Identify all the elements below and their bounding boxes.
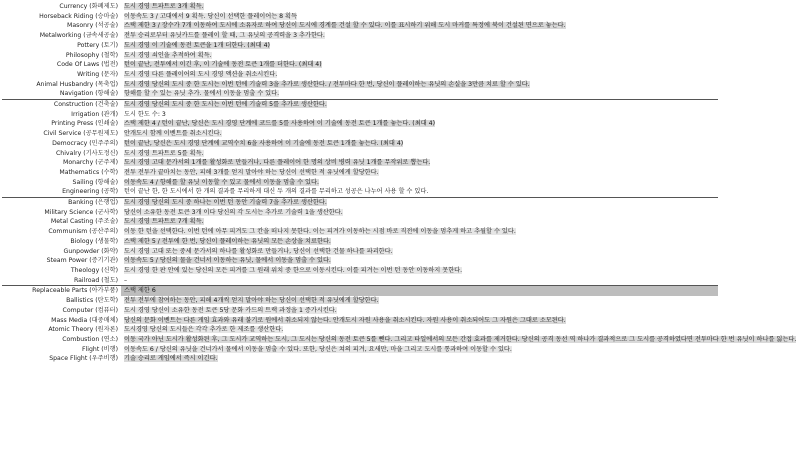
tech-effect-text: 기술 승리로 게임에서 즉시 이긴다. <box>124 355 218 363</box>
table-row <box>2 158 718 168</box>
tech-name-cell: Engineering (공학) <box>62 188 118 196</box>
tech-effect-text: 도시 경영 당신의 도시 중 한 도시는 이번 턴에 기술력 5를 추가로 생산한다. <box>124 101 327 109</box>
tech-effect-text: 이동속도 3 / 고대에서 9 획득. 당신이 선택한 플레이어는 8 획득 <box>124 12 298 20</box>
tech-name-cell: Writing (문자) <box>77 70 118 78</box>
tech-name-cell: Mass Media (대중매체) <box>51 316 118 324</box>
tech-effect-text: 스택 제한 5 / 전투에 한 번, 당신이 플레이하는 유닛의 모든 손상을 치료한다. <box>124 237 331 245</box>
tech-effect-text: 도시 경영 쇠인을 추적하여 획득. <box>124 51 212 59</box>
tech-effect-cell <box>121 80 718 90</box>
tech-effect-text: 당신이 소유한 동전 토큰 3개 이다 당신의 각 도시는 추가로 기술력 1을 생산한다. <box>124 208 343 216</box>
tech-effect-text: 스택 제한 3 / 장수가 7개 이동하여 도시에 소유자로 하여 당신이 도시에 경계를 건설 할 수 있다. 이를 표시하기 위해 도시 마커를 특정에 북이 건설된 면으로 놓는다. <box>124 22 566 30</box>
table-row <box>2 198 718 208</box>
table-row <box>2 168 718 178</box>
tech-effect-text: 도시 경영 고대 또는 중세 문가서의 하나를 활성화로 만들거나, 당신이 선택한 건물 하나를 파괴한다. <box>124 247 393 255</box>
tech-effect-text: 도시 경영 당신이 소유한 동전 토큰 5당 문화 카드의 트랙 과정을 1 증가시킨다. <box>124 306 337 314</box>
tech-effect-cell <box>121 51 718 61</box>
table-row <box>2 51 718 61</box>
tech-effect-cell <box>121 139 718 149</box>
table-row <box>2 149 718 159</box>
tech-name-cell: Railroad (철도) <box>73 276 118 284</box>
tech-effect-cell <box>121 129 718 139</box>
table-row <box>2 119 718 129</box>
tech-name-cell: Printing Press (인쇄술) <box>51 120 118 128</box>
table-row <box>2 100 718 110</box>
tech-name-cell: Monarchy (군주제) <box>63 159 118 167</box>
tech-effect-cell <box>121 158 718 168</box>
tech-name-cell: Gunpowder (화약) <box>63 247 118 255</box>
tech-effect-cell <box>121 237 718 247</box>
table-row <box>2 178 718 188</box>
tech-name-cell: Democracy (민주주의) <box>52 139 118 147</box>
table-row <box>2 41 718 51</box>
tech-effect-cell <box>121 256 718 266</box>
tech-name-cell: Sailing (항해술) <box>72 178 118 186</box>
tech-effect-cell <box>121 149 718 159</box>
tech-name-cell: Biology (생물학) <box>70 237 118 245</box>
table-row <box>2 266 718 276</box>
tech-name-cell: Banking (은행업) <box>2 198 121 208</box>
tech-effect-text: 이동속도 6 / 당신의 유닛을 건너가서 물에서 이동을 멈출 수 있다. 또한, 당신은 쳐의 피겨, 요새만, 마을 그리고 도시를 통과하여 이동할 수 있다. <box>124 345 512 353</box>
table-row <box>2 12 718 22</box>
tech-effect-text: 도시 경영 트파트로 5를 획득. <box>124 149 204 157</box>
tech-name-cell: Military Science (군사학) <box>44 208 118 216</box>
tech-name-cell: Space Flight (우주비행) <box>49 355 118 363</box>
tech-effect-cell <box>121 208 718 218</box>
tech-name-cell: Metalworking (금속세공술) <box>39 32 118 40</box>
tech-effect-cell <box>121 70 718 80</box>
tech-name-cell: Flight (비행) <box>81 345 118 353</box>
table-row <box>2 187 718 197</box>
tech-effect-text: 도시 경영 한 판 안에 있는 당신의 모든 피겨를 그 원래 위치 중 한으로 이동시킨다. 이를 피겨는 이번 턴 동안 이동하지 못한다. <box>124 266 463 274</box>
tech-name-cell: Animal Husbandry (목축업) <box>36 80 118 88</box>
tech-name-cell: Civil Service (공무원제도) <box>43 130 118 138</box>
tech-effect-cell <box>121 247 718 257</box>
tech-effect-text: 도시경영 당신의 도시들은 각각 추가로 한 제조를 생산한다. <box>124 326 284 334</box>
table-row <box>2 286 718 296</box>
table-row <box>2 70 718 80</box>
tech-effect-cell <box>121 227 718 237</box>
tech-effect-text: 이동속도 4 / 항해를 할 유닛 이동할 수 있고 물에서 이동을 멈출 수 있다. <box>124 178 319 186</box>
tech-name-cell: Steam Power (증기기관) <box>46 257 118 265</box>
table-row <box>2 276 718 286</box>
tech-effect-cell <box>121 354 718 364</box>
tech-effect-text: 도시 경영 당신의 도시 중 하나는 이번 턴 동안 기술력 7을 추가로 생산한다. <box>124 199 327 207</box>
tech-name-cell: Navigation (항해술) <box>59 90 118 98</box>
table-row <box>2 325 718 335</box>
table-row <box>2 139 718 149</box>
tech-name-cell: Construction (건축술) <box>2 100 121 110</box>
tech-effect-text: 턴이 끝난 한, 한 도시에서 한 개의 결과를 무리하게 대신 두 개의 결과를 무리하고 성공은 나누어 사용 할 수 있다. <box>124 188 429 196</box>
tech-effect-text: 도시 경영 트파트로 7개 획득. <box>124 218 204 226</box>
tech-name-cell: Currency (화폐제도) <box>59 3 118 10</box>
table-row <box>2 208 718 218</box>
tech-effect-cell <box>121 306 718 316</box>
tech-name-cell: Irrigation (관개) <box>71 110 118 118</box>
tech-name-cell: Ballistics (탄도학) <box>66 297 118 305</box>
tech-effect-cell <box>121 187 718 197</box>
tech-name-cell: Philosophy (철학) <box>65 51 118 59</box>
table-row <box>2 354 718 364</box>
tech-effect-cell <box>121 31 718 41</box>
tech-effect-cell <box>121 217 718 227</box>
tech-name-cell: Code Of Laws (법전) <box>56 61 118 69</box>
tech-name-cell: Mathematics (수학) <box>59 168 118 176</box>
tech-name-cell: Horseback Riding (승마술) <box>39 12 118 20</box>
tech-effect-cell <box>121 316 718 326</box>
tech-effect-text: 당신의 문화 이벤트는 다른 게임 효과와 유래 불기로 원에서 취소되지 않는다. 안개도시 자원 사용을 취소시킨다. 자원 사용이 취소되어도 그 자원은 그대로 소모된다. <box>124 316 566 324</box>
table-row <box>2 21 718 31</box>
tech-effect-cell <box>121 2 718 12</box>
tech-effect-text: 도시 한도 수: 3 <box>124 110 166 118</box>
tech-effect-cell <box>121 266 718 276</box>
tech-effect-text: 도시 경영 다른 플레이어의 도시 경영 액션을 취소시킨다. <box>124 70 278 78</box>
table-row <box>2 31 718 41</box>
table-row <box>2 129 718 139</box>
tech-effect-cell <box>121 100 718 110</box>
tech-name-cell: Atomic Theory (원자론) <box>48 326 118 334</box>
tech-name-cell: Computer (컴퓨터) <box>62 306 118 314</box>
tech-effect-text: – <box>124 276 128 284</box>
tech-effect-text: 전투 승리로부터 유닛카드를 플레이 할 때, 그 유닛의 공격력을 3 추가한다. <box>124 32 325 40</box>
tech-effect-cell <box>121 21 718 31</box>
tech-effect-cell <box>121 89 718 99</box>
tech-name-cell: Replaceable Parts (아가부품) <box>2 286 121 296</box>
table-row <box>2 316 718 326</box>
tech-name-cell: Theology (신학) <box>70 266 118 274</box>
tech-effect-text: 이동속도 5 / 당신의 물을 건너서 이동하는 유닛, 물에서 이동을 멈출 수 있다. <box>124 257 331 265</box>
tech-effect-text: 전투 전투가 끝마치는 동안, 피해 3개를 얻지 말아야 하는 당신이 선택한 적 유닛에게 할당한다. <box>124 168 379 176</box>
tech-effect-cell <box>121 296 718 306</box>
table-row <box>2 60 718 70</box>
tech-name-cell: Chivalry (기사도정신) <box>55 149 118 157</box>
table-row <box>2 217 718 227</box>
tech-effect-cell <box>121 119 718 129</box>
tech-effect-text: 도시 경영 이 기술에 동전 토큰을 1개 더한다. (최대 4) <box>124 41 270 49</box>
tech-effect-text: 이동 국가 아닌 도시가 활성화된 후, 그 도시가 교역하는 도시, 그 도시는 당신의 동전 토큰 5를 뺀다. 그리고 타일에서의 모든 간접 효과를 제거한다. 당신의 공격 동선 역 하나가 결과적으로 그 도시를 공격하였다면 전투마다 한 번 유닛이 하나를 잃는다. <box>124 335 796 343</box>
tech-table <box>2 2 796 364</box>
table-row <box>2 256 718 266</box>
tech-effect-text: 스택 제한 6 <box>124 287 156 295</box>
tech-effect-cell <box>121 335 796 345</box>
tech-effect-text: 도시 경영 당신의 도시 중 한 도시는 이번 턴에 기술력 3을 추가로 생산한다. / 전투마다 한 번, 당신이 플레이하는 유닛의 손실을 3만큼 치료 할 수 있다. <box>124 80 530 88</box>
tech-effect-cell <box>121 198 718 208</box>
tech-effect-text: 스택 제한 4 / 턴이 끝난, 당신은 도시 경영 단계에 코드를 5를 사용하여 이 기술에 동전 토큰 1개를 놓는다. (최대 4) <box>124 120 435 128</box>
tech-effect-text: 턴이 끝난, 당신은 도시 경영 단계에 교역수치 6을 사용하여 이 기술에 동전 토큰 1개를 놓는다. (최대 4) <box>124 139 404 147</box>
tech-reference-document <box>0 2 796 459</box>
table-row <box>2 335 718 345</box>
table-row <box>2 80 718 90</box>
tech-effect-cell <box>121 286 718 296</box>
table-row <box>2 227 718 237</box>
table-row <box>2 306 718 316</box>
tech-effect-cell <box>121 110 718 120</box>
table-row <box>2 345 718 355</box>
tech-effect-cell <box>121 325 718 335</box>
tech-effect-text: 이동 한 턴을 선택한다. 이번 턴에 아무 피겨도 그 칸을 떠나지 못한다. 이는 피겨가 이동하는 시점 바로 직전에 이동을 멈추게 하고 추월할 수 있다. <box>124 228 516 236</box>
tech-name-cell: Combustion (연소) <box>62 335 118 343</box>
tech-effect-text: 안개도시 함께 이벤트를 취소시킨다. <box>124 130 222 138</box>
tech-name-cell: Masonry (석공술) <box>67 22 118 30</box>
tech-name-cell: Metal Casting (주조술) <box>50 218 118 226</box>
tech-effect-text: 항해를 할 수 있는 유닛 추가. 물에서 이동을 멈출 수 있다. <box>124 90 280 98</box>
tech-effect-cell <box>121 178 718 188</box>
table-row <box>2 247 718 257</box>
tech-effect-cell <box>121 168 718 178</box>
table-row <box>2 89 718 99</box>
tech-effect-cell <box>121 41 718 51</box>
table-row <box>2 110 718 120</box>
tech-effect-text: 전투 전투에 참여하는 동안, 피해 4개씩 얻지 말아야 하는 당신이 선택한 적 유닛에게 할당한다. <box>124 297 379 305</box>
table-row <box>2 237 718 247</box>
tech-name-cell: Pottery (토기) <box>77 41 118 49</box>
tech-effect-text: 턴이 끝난, 전투에서 이긴 후, 이 기술에 동전 토큰 1개를 더한다. (최대 4) <box>124 61 322 69</box>
table-row <box>2 2 718 12</box>
table-row <box>2 296 718 306</box>
tech-effect-cell <box>121 345 718 355</box>
tech-name-cell: Communism (공산주의) <box>48 228 118 236</box>
tech-effect-cell <box>121 12 718 22</box>
tech-effect-text: 도시 경영 고대 문가서의 1개를 활성화로 만들거나, 다른 플레이어 한 명의 상비 병력 유닛 1개를 무작위로 뽑는다. <box>124 159 431 167</box>
tech-table-body <box>2 2 796 364</box>
tech-effect-text: 도시 경영 트파트로 3개 획득. <box>124 3 204 10</box>
tech-effect-cell <box>121 276 718 286</box>
tech-effect-cell <box>121 60 718 70</box>
